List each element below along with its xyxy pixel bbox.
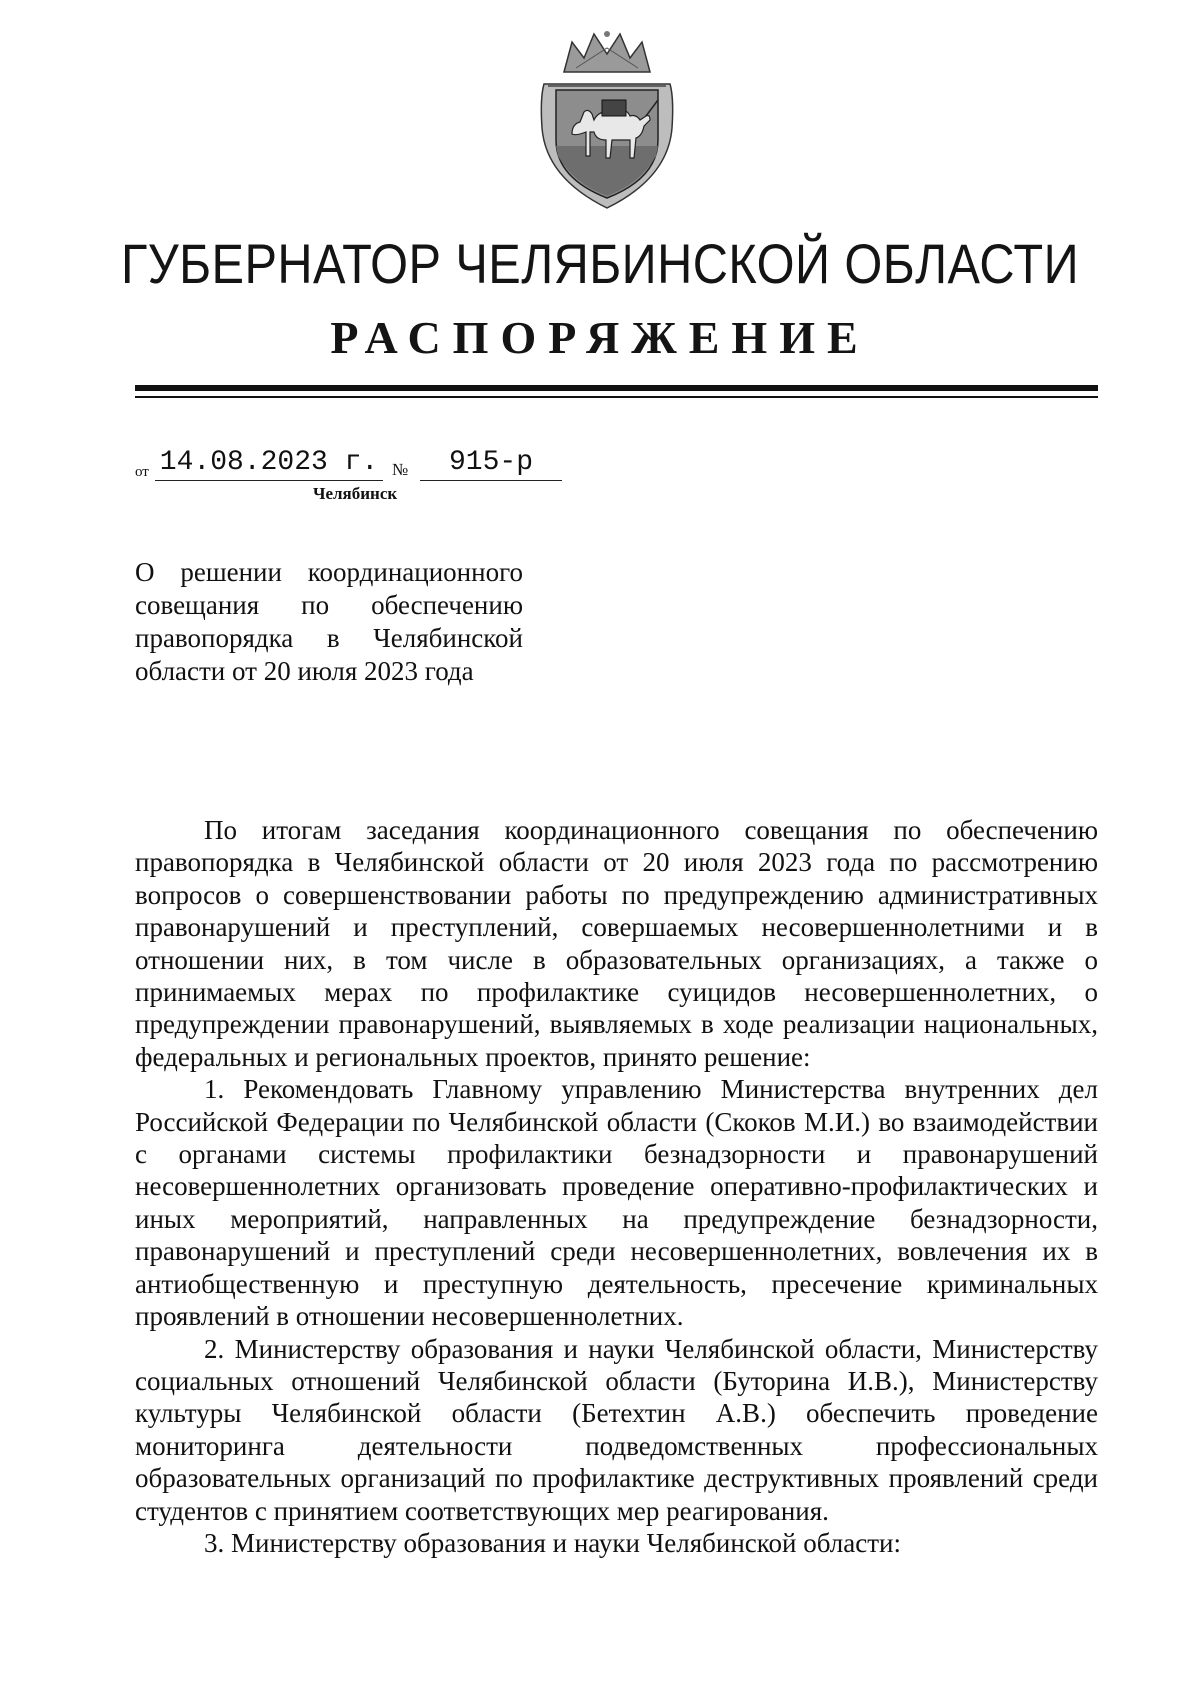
header-rule-thin: [135, 396, 1098, 398]
issuer-title: ГУБЕРНАТОР ЧЕЛЯБИНСКОЙ ОБЛАСТИ: [120, 232, 1080, 295]
document-subject: О решении координационного совещания по обеспечению правопорядка в Челябинской области от 20 июля 2023 года: [135, 557, 523, 686]
document-body: [135, 814, 1098, 1559]
body-paragraph: 1. Рекомендовать Главному управлению Министерства внутренних дел Российской Федерации по Челябинской области (Скоков М.И.) во взаимодействии с органами системы профилактики безнадзорности и правонарушений несовершеннолетних организовать проведение оперативно-профилактических и иных мероприятий, направленных на предупреждение безнадзорности, правонарушений и преступлений среди несовершеннолетних, вовлечения их в антиобщественную и преступную деятельность, пресечение криминальных проявлений в отношении несовершеннолетних.: [135, 1074, 1098, 1332]
date-prefix-label: от: [135, 464, 149, 480]
coat-of-arms-icon: [536, 28, 678, 212]
body-paragraph: 3. Министерству образования и науки Челябинской области:: [204, 1527, 901, 1558]
body-paragraph: 2. Министерству образования и науки Челябинской области, Министерству социальных отношений Челябинской области (Буторина И.В.), Министерству культуры Челябинской области (Бетехтин А.В.) обеспечить проведение мониторинга деятельности подведомственных профессиональных образовательных организаций по профилактике деструктивных проявлений среди студентов с принятием соответствующих мер реагирования.: [135, 1333, 1098, 1526]
document-date: 14.08.2023 г.: [155, 446, 383, 481]
number-sign-label: №: [392, 460, 409, 479]
body-paragraph: По итогам заседания координационного совещания по обеспечению правопорядка в Челябинской области от 20 июля 2023 года по рассмотрению вопросов о совершенствовании работы по предупреждению административных правонарушений и преступлений, совершаемых несовершеннолетними и в отношении них, в том числе в образовательных организациях, а также о принимаемых мерах по профилактике суицидов несовершеннолетних, о предупреждении правонарушений, выявляемых в ходе реализации национальных, федеральных и региональных проектов, принято решение:: [135, 815, 1098, 1072]
document-type-title: РАСПОРЯЖЕНИЕ: [330, 312, 870, 363]
document-city: Челябинск: [313, 484, 398, 503]
document-number: 915-р: [420, 446, 562, 481]
header-rule-thick: [135, 385, 1098, 391]
